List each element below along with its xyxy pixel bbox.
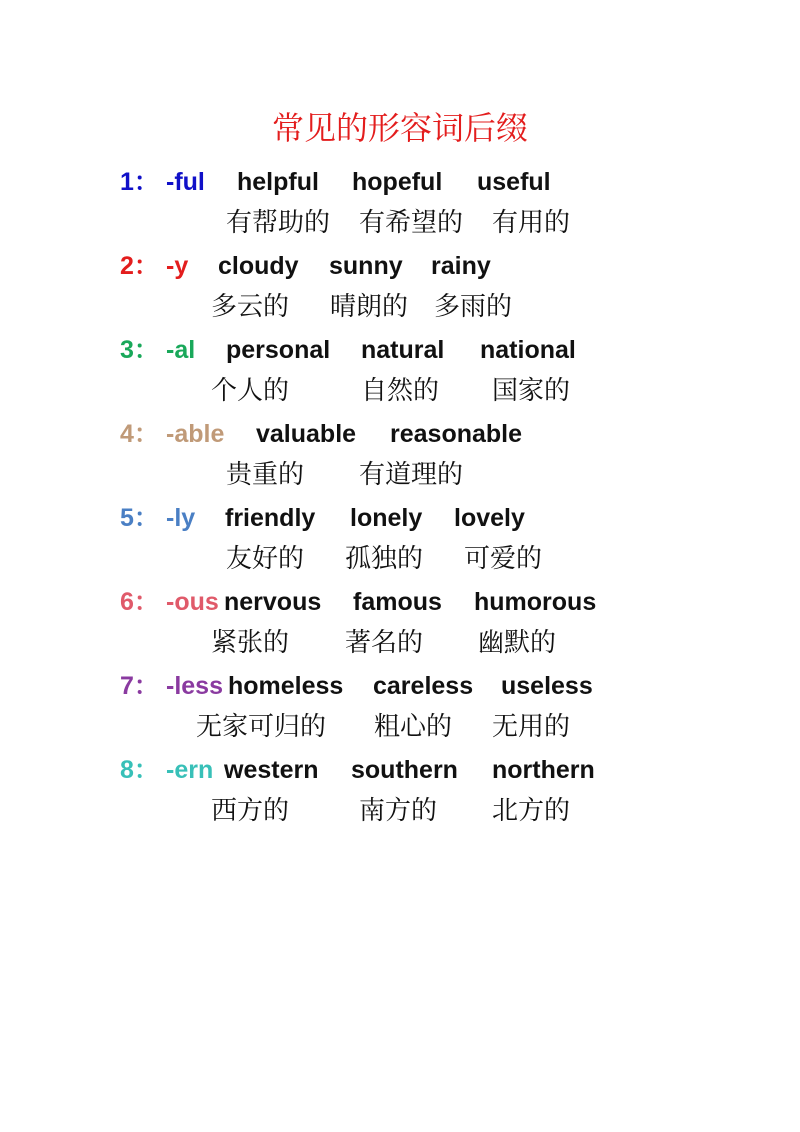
example-word: helpful	[237, 168, 319, 196]
suffix-label: -y	[166, 252, 189, 280]
row-number: 2：	[120, 252, 159, 280]
page-title: 常见的形容词后缀	[271, 109, 528, 147]
row-number: 4：	[120, 420, 159, 448]
meaning: 粗心的	[374, 712, 453, 742]
suffix-label: -ful	[166, 168, 205, 196]
meaning: 孤独的	[345, 544, 424, 574]
meaning: 多云的	[211, 292, 290, 322]
example-word: sunny	[329, 252, 403, 280]
example-word: useless	[501, 672, 593, 700]
example-word: useful	[477, 168, 551, 196]
meaning: 友好的	[226, 544, 305, 574]
meaning: 个人的	[211, 376, 290, 406]
meaning: 多雨的	[434, 292, 513, 322]
meaning: 北方的	[492, 796, 571, 826]
example-word: friendly	[225, 504, 316, 532]
suffix-label: -ous	[166, 588, 219, 616]
meaning: 南方的	[359, 796, 438, 826]
example-word: lovely	[454, 504, 525, 532]
meaning: 有用的	[492, 208, 571, 238]
suffix-label: -al	[166, 336, 196, 364]
suffix-label: -less	[166, 672, 223, 700]
example-word: hopeful	[352, 168, 443, 196]
meaning: 可爱的	[464, 544, 543, 574]
example-word: cloudy	[218, 252, 299, 280]
example-word: nervous	[224, 588, 322, 616]
meaning: 国家的	[492, 376, 571, 406]
meaning: 紧张的	[211, 628, 290, 658]
suffix-label: -ern	[166, 756, 214, 784]
meaning: 有道理的	[359, 460, 464, 490]
example-word: lonely	[350, 504, 423, 532]
meaning: 著名的	[345, 628, 424, 658]
row-number: 1：	[120, 168, 159, 196]
suffix-label: -ly	[166, 504, 196, 532]
example-word: humorous	[474, 588, 597, 616]
row-number: 6：	[120, 588, 159, 616]
example-word: personal	[226, 336, 331, 364]
meaning: 自然的	[361, 376, 440, 406]
example-word: southern	[351, 756, 458, 784]
meaning: 无家可归的	[196, 712, 327, 742]
example-word: northern	[492, 756, 595, 784]
meaning: 西方的	[211, 796, 290, 826]
example-word: reasonable	[390, 420, 523, 448]
meaning: 有希望的	[359, 208, 464, 238]
example-word: natural	[361, 336, 445, 364]
row-number: 5：	[120, 504, 159, 532]
meaning: 晴朗的	[330, 292, 409, 322]
row-number: 8：	[120, 756, 159, 784]
row-number: 3：	[120, 336, 159, 364]
example-word: careless	[373, 672, 474, 700]
example-word: rainy	[431, 252, 491, 280]
meaning: 幽默的	[478, 628, 557, 658]
meaning: 有帮助的	[226, 208, 331, 238]
meaning: 无用的	[492, 712, 571, 742]
example-word: western	[224, 756, 319, 784]
example-word: homeless	[228, 672, 344, 700]
meaning: 贵重的	[226, 460, 305, 490]
example-word: valuable	[256, 420, 357, 448]
suffix-label: -able	[166, 420, 225, 448]
row-number: 7：	[120, 672, 159, 700]
example-word: national	[480, 336, 576, 364]
example-word: famous	[353, 588, 442, 616]
